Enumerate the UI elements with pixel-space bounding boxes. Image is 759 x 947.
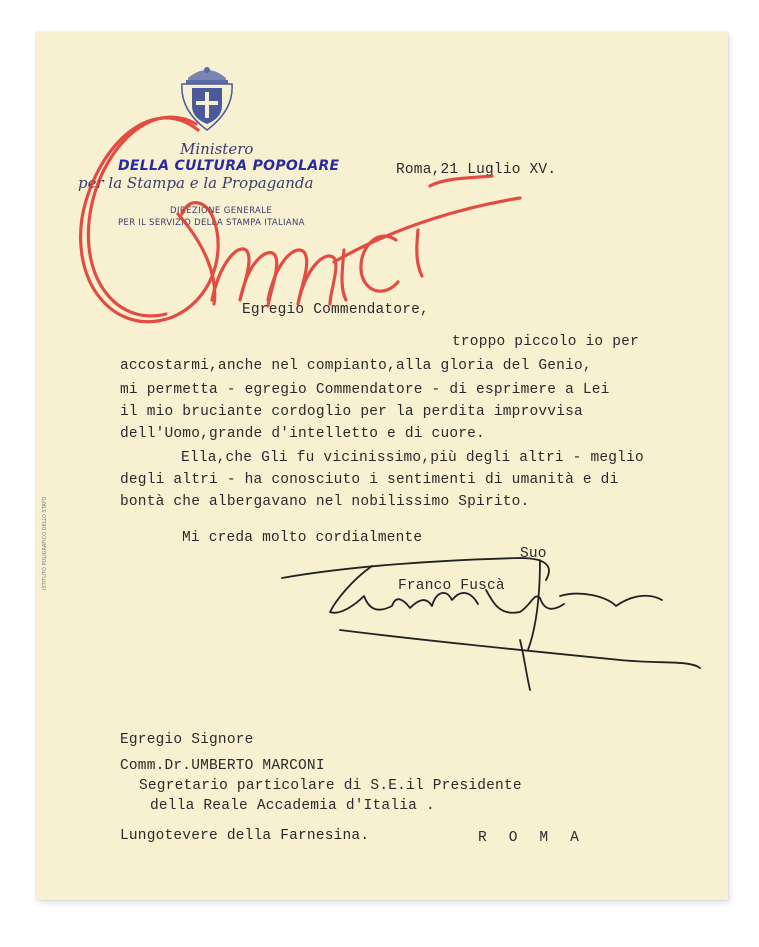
letterhead-servizio: PER IL SERVIZIO DELLA STAMPA ITALIANA xyxy=(118,218,305,228)
body-line-3: mi permetta - egregio Commendatore - di esprimere a Lei xyxy=(120,382,610,398)
date-line: Roma,21 Luglio XV. xyxy=(396,162,557,178)
body-line-7: degli altri - ha conosciuto i sentimenti di umanità e di xyxy=(120,472,619,488)
printer-mark: ISTITUTO POLIGRAFICO DELLO STATO xyxy=(42,496,48,590)
letterhead-direzione: DIREZIONE GENERALE xyxy=(170,206,273,216)
body-line-1: troppo piccolo io per xyxy=(452,334,639,350)
signer-name: Franco Fuscà xyxy=(398,578,505,594)
recipient-street: Lungotevere della Farnesina. xyxy=(120,828,370,844)
body-line-6: Ella,che Gli fu vicinissimo,più degli altri - meglio xyxy=(181,450,644,466)
recipient-greeting: Egregio Signore xyxy=(120,732,254,748)
body-line-5: dell'Uomo,grande d'intelletto e di cuore. xyxy=(120,426,485,442)
body-line-2: accostarmi,anche nel compianto,alla gloria del Genio, xyxy=(120,358,592,374)
letterhead-ministero: Ministero xyxy=(180,140,254,158)
recipient-title-2: della Reale Accademia d'Italia . xyxy=(150,798,435,814)
letterhead-stampa: per la Stampa e la Propaganda xyxy=(78,174,314,192)
recipient-title-1: Segretario particolare di S.E.il Presidente xyxy=(139,778,522,794)
salutation: Egregio Commendatore, xyxy=(242,302,429,318)
closing: Mi creda molto cordialmente xyxy=(182,530,423,546)
body-line-8: bontà che albergavano nel nobilissimo Spirito. xyxy=(120,494,530,510)
recipient-city: ROMA xyxy=(478,830,601,846)
closing-suo: Suo xyxy=(520,546,547,562)
recipient-name: Comm.Dr.UMBERTO MARCONI xyxy=(120,758,325,774)
letterhead-cultura-stamp: DELLA CULTURA POPOLARE xyxy=(118,158,340,174)
body-line-4: il mio bruciante cordoglio per la perdita improvvisa xyxy=(120,404,583,420)
